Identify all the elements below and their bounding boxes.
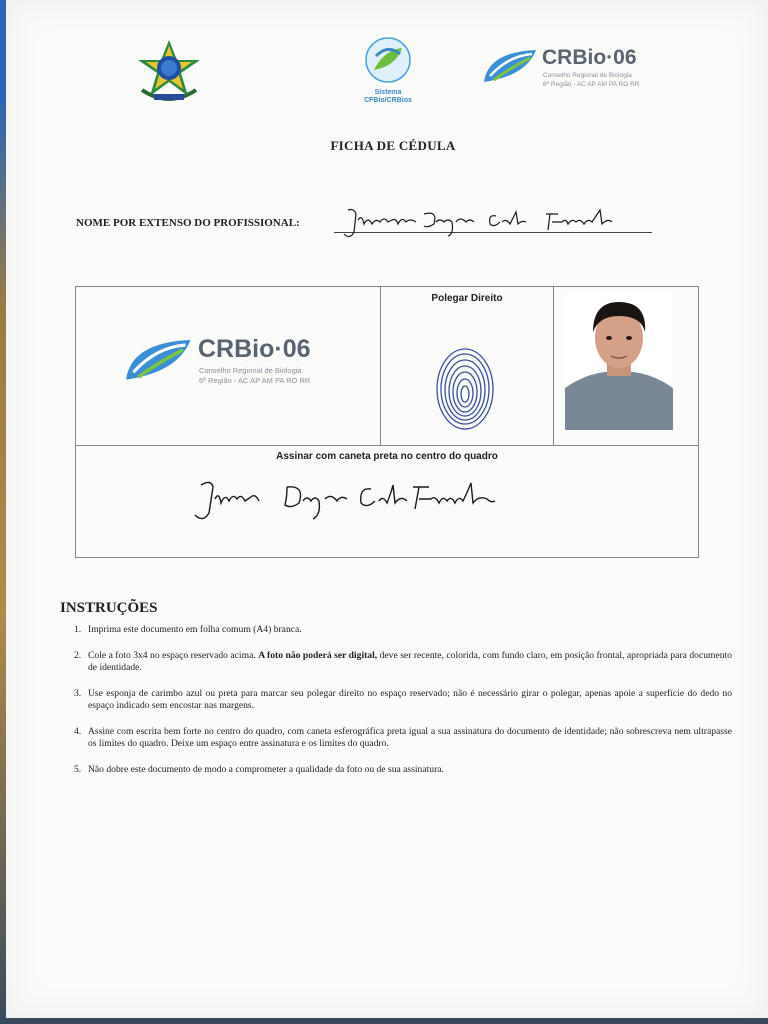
- identification-box: [75, 286, 699, 558]
- crbio-leaf-icon: [480, 46, 538, 88]
- name-field-label: NOME POR EXTENSO DO PROFISSIONAL:: [76, 217, 300, 229]
- crbio-leaf-icon: [120, 335, 194, 387]
- sistema-line2: CFBio/CRBios: [364, 97, 412, 104]
- fingerprint-icon: [433, 343, 497, 433]
- thumbprint-label: Polegar Direito: [431, 293, 503, 304]
- crbio-center-sub2: 6ª Região - AC AP AM PA RO RR: [199, 376, 311, 385]
- crbio-header-sub1: Conselho Regional de Biologia: [543, 72, 632, 79]
- profile-photo: [565, 292, 673, 430]
- instructions-title: INSTRUÇÕES: [60, 600, 158, 616]
- instructions-list: [60, 624, 732, 789]
- crbio-header-logo: [480, 44, 680, 94]
- thumbprint-cell: [381, 287, 554, 446]
- instruction-item: 5. Não dobre este documento de modo a comprometer a qualidade da foto ou de sua assinatura.: [74, 763, 444, 775]
- document-title: FICHA DE CÉDULA: [330, 138, 456, 153]
- crbio-header-name: CRBio·06: [542, 46, 637, 69]
- instruction-item: 2. Cole a foto 3x4 no espaço reservado acima. A foto não poderá ser digital, deve ser recente, colorida, com fundo claro, em posição frontal, apropriada para documento de identidade.: [74, 649, 732, 673]
- instruction-item: 3. Use esponja de carimbo azul ou preta para marcar seu polegar direito no espaço reservado; não é necessário girar o polegar, apenas apoie a superfície do dedo no espaço indicado sem encostar nas margens.: [74, 687, 732, 711]
- signature-drawing: [191, 475, 501, 525]
- crbio-center-name: CRBio·06: [198, 335, 311, 363]
- signature-instruction-label: Assinar com caneta preta no centro do quadro: [276, 451, 498, 462]
- sistema-crbio-logo: [358, 36, 418, 112]
- instruction-item: 1. Imprima este documento em folha comum (A4) branca.: [74, 624, 302, 635]
- globe-leaf-icon: [364, 36, 412, 84]
- document-sheet: [6, 0, 768, 1018]
- crbio-header-sub2: 6ª Região - AC AP AM PA RO RR: [543, 81, 640, 88]
- photo-cell: [554, 287, 698, 446]
- crbio-center-logo: [120, 333, 360, 393]
- sistema-line1: Sistema: [374, 89, 402, 96]
- handwritten-name-signature: [340, 206, 650, 238]
- crbio-center-sub1: Conselho Regional de Biologia: [199, 366, 302, 375]
- coat-of-arms-icon: [134, 38, 204, 108]
- name-field-row: [76, 206, 656, 236]
- instruction-item: 4. Assine com escrita bem forte no centro do quadro, com caneta esferográfica preta igual a sua assinatura do documento de identidade; não sobrescreva nem ultrapasse os limites do quadro. Deixe um espaço entre assinatura e os limites do quadro.: [74, 725, 732, 749]
- logo-cell: [76, 287, 381, 446]
